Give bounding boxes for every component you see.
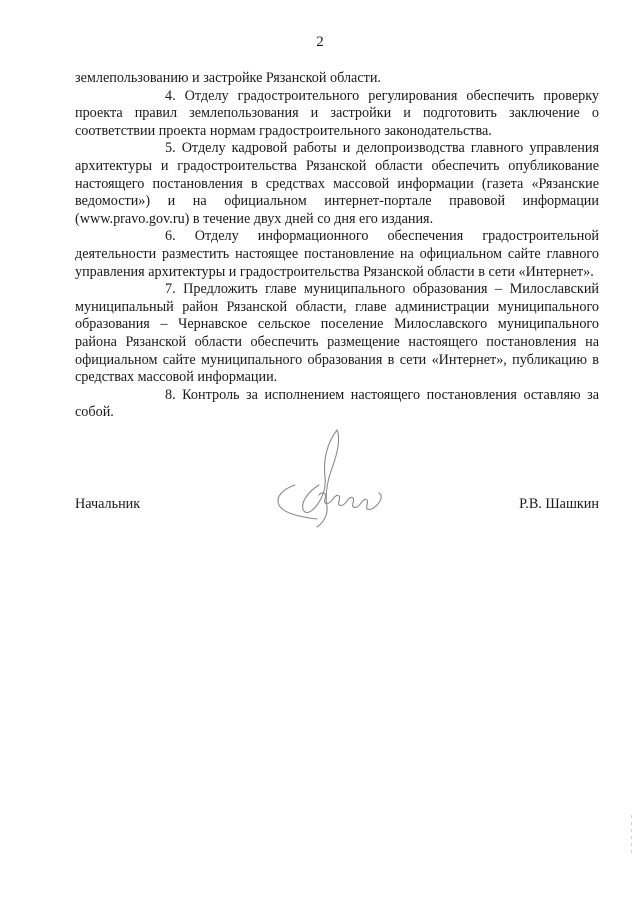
continuation-text: землепользованию и застройке Рязанской области. xyxy=(75,70,381,86)
item-text: Отделу кадровой работы и делопроизводства главного управления архитектуры и градостроительства Рязанской области обеспечить опубликование настоящего постановления в средствах массовой информации (газета «Рязанские ведомости») и на официальном интернет-портале правовой информации (www.pravo.gov.ru) в течение двух дней со дня его издания. xyxy=(75,140,599,227)
document-body xyxy=(75,70,599,422)
signatory-name: Р.В. Шашкин xyxy=(519,496,599,512)
list-item-4 xyxy=(75,88,599,141)
page-number: 2 xyxy=(316,34,324,50)
signatory-position: Начальник xyxy=(75,496,141,512)
item-number: 8. xyxy=(165,386,176,403)
item-text: Отделу информационного обеспечения градостроительной деятельности разместить настоящее постановление на официальном сайте главного управления архитектуры и градостроительства Рязанской области в сети «Интернет». xyxy=(75,228,600,280)
item-number: 6. xyxy=(165,228,176,245)
list-item-5 xyxy=(75,140,599,228)
list-item-8 xyxy=(75,387,599,422)
item-text: Отделу градостроительного регулирования обеспечить проверку проекта правил землепользования и застройки и подготовить заключение о соответствии проекта нормам градостроительного законодательства. xyxy=(75,87,599,139)
item-text: Контроль за исполнением настоящего постановления оставляю за собой. xyxy=(75,386,599,421)
item-text: Предложить главе муниципального образования – Милославский муниципальный район Рязанской области, главе администрации муниципального образования – Чернавское сельское поселение Милославского муниципального района Рязанской области обеспечить размещение настоящего постановления на официальном сайте муниципального образования в сети «Интернет», публикацию в средствах массовой информации. xyxy=(75,281,600,386)
item-number: 4. xyxy=(165,87,176,104)
handwritten-signature xyxy=(265,425,395,535)
list-item-6 xyxy=(75,228,599,281)
item-number: 5. xyxy=(165,140,176,157)
scan-edge-mark xyxy=(630,815,633,855)
list-item-7 xyxy=(75,281,599,387)
item-number: 7. xyxy=(165,281,176,298)
